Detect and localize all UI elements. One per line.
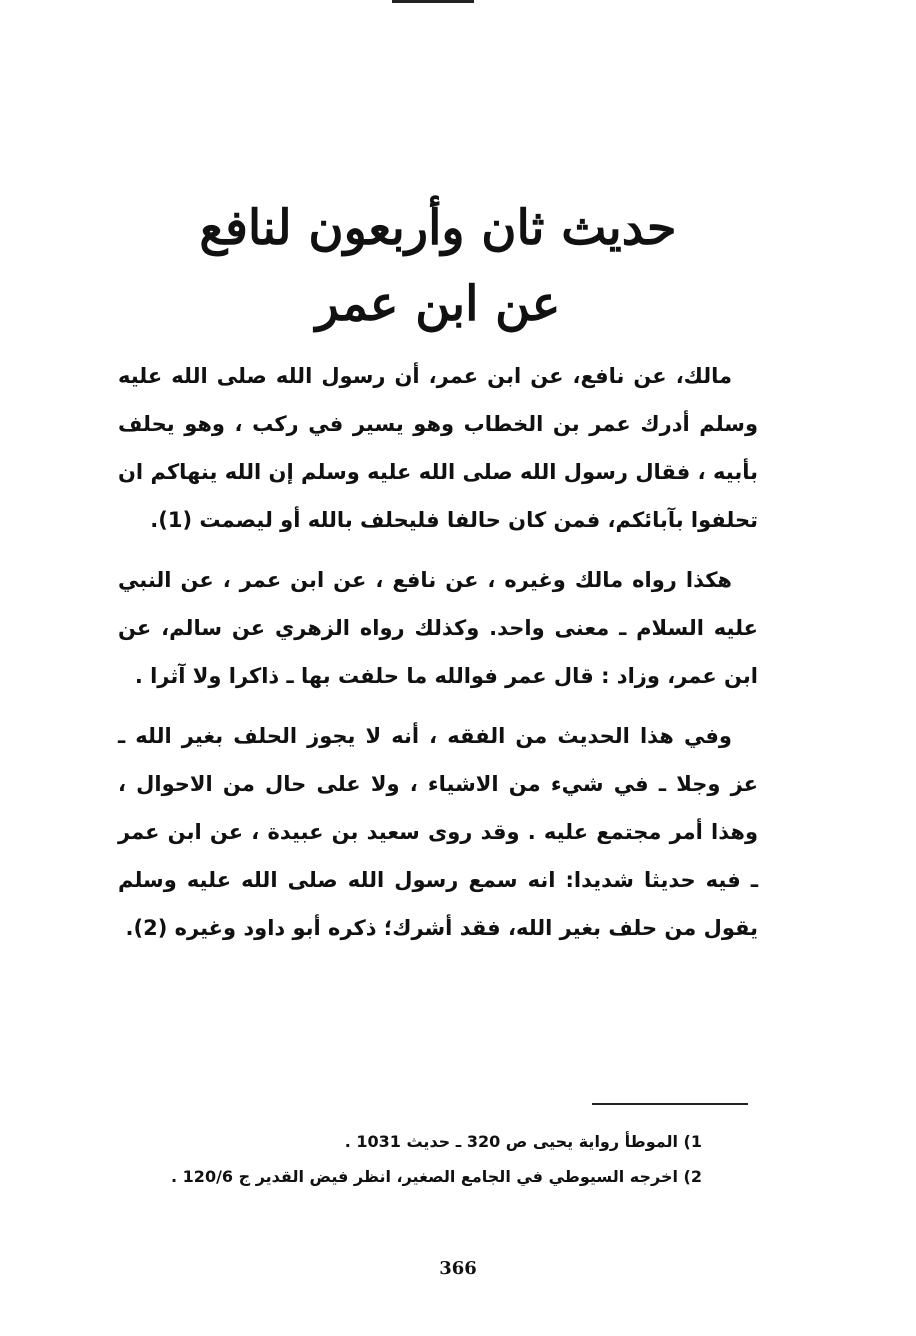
top-rule (392, 0, 474, 3)
footnote-2: 2) اخرجه السيوطي في الجامع الصغير، انظر فيض القدير ج 120/6 . (171, 1167, 702, 1186)
paragraph-1: مالك، عن نافع، عن ابن عمر، أن رسول الله صلى الله عليه وسلم أدرك عمر بن الخطاب وهو يسير في ركب ، وهو يحلف بأبيه ، فقال رسول الله صلى الله عليه وسلم إن الله ينهاكم ان تحلفوا بآبائكم، فمن كان حالفا فليحلف بالله أو ليصمت (1). (118, 364, 758, 532)
chapter-title (110, 190, 766, 342)
page-number: 366 (439, 1258, 477, 1279)
chapter-title-line-2: عن ابن عمر (315, 276, 561, 332)
chapter-title-line-1: حديث ثان وأربعون لنافع (199, 200, 677, 256)
footnote-1: 1) الموطأ رواية يحيى ص 320 ـ حديث 1031 . (344, 1132, 702, 1151)
paragraph-3: وفي هذا الحديث من الفقه ، أنه لا يجوز الحلف بغير الله ـ عز وجلا ـ في شيء من الاشياء ، ولا على حال من الاحوال ، وهذا أمر مجتمع عليه . وقد روى سعيد بن عبيدة ، عن ابن عمر ـ فيه حديثا شديدا: انه سمع رسول الله صلى الله عليه وسلم يقول من حلف بغير الله، فقد أشرك؛ ذكره أبو داود وغيره (2). (118, 724, 758, 940)
footnote-separator (592, 1103, 748, 1105)
main-text (118, 352, 758, 964)
footnotes (110, 1124, 702, 1194)
paragraph-2: هكذا رواه مالك وغيره ، عن نافع ، عن ابن عمر ، عن النبي عليه السلام ـ معنى واحد. وكذلك رواه الزهري عن سالم، عن ابن عمر، وزاد : قال عمر فوالله ما حلفت بها ـ ذاكرا ولا آثرا . (118, 568, 758, 688)
